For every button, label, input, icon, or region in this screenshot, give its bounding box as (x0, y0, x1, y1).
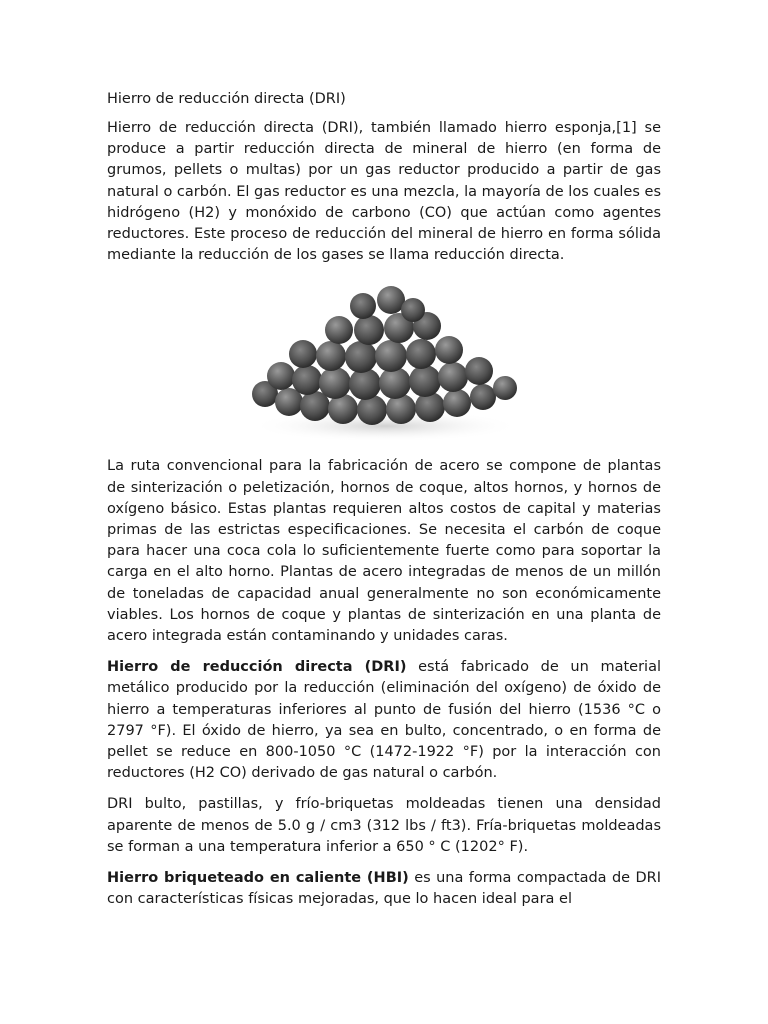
paragraph-intro (107, 118, 661, 266)
paragraph-dri-density-text: DRI bulto, pastillas, y frío-briquetas moldeadas tienen una densidad aparente de menos de 5.0 g / cm3 (312 lbs / ft3). Fría-briquetas moldeadas se forman a una temperatura inferior a 650 ° C (1202° F). (107, 796, 661, 855)
paragraph-dri-definition-bold: Hierro de reducción directa (DRI) (107, 659, 407, 676)
paragraph-hbi-bold: Hierro briqueteado en caliente (HBI) (107, 870, 409, 887)
dri-pellets-pile-graphic (245, 276, 525, 444)
paragraph-intro-text: Hierro de reducción directa (DRI), también llamado hierro esponja,[1] se produce a partir reducción directa de mineral de hierro (en forma de grumos, pellets o multas) por un gas reductor producido a partir de gas natural o carbón. El gas reductor es una mezcla, la mayoría de los cuales es hidrógeno (H2) y monóxido de carbono (CO) que actúan como agentes reductores. Este proceso de reducción del mineral de hierro en forma sólida mediante la reducción de los gases se llama reducción directa. (107, 120, 661, 264)
document-page (107, 88, 661, 920)
dri-pellets-image (107, 276, 661, 444)
paragraph-dri-definition-text: está fabricado de un material metálico producido por la reducción (eliminación del oxígeno) de óxido de hierro a temperaturas inferiores al punto de fusión del hierro (1536 °C o 2797 °F). El óxido de hierro, ya sea en bulto, concentrado, o en forma de pellet se reduce en 800-1050 °C (1472-1922 °F) por la interacción con reductores (H2 CO) derivado de gas natural o carbón. (107, 659, 661, 782)
paragraph-dri-definition (107, 657, 661, 784)
paragraph-conventional-route-text: La ruta convencional para la fabricación de acero se compone de plantas de sinterización o peletización, hornos de coque, altos hornos, y hornos de oxígeno básico. Estas plantas requieren altos costos de capital y materias primas de las estrictas especificaciones. Se necesita el carbón de coque para hacer una coca cola lo suficientemente fuerte como para soportar la carga en el alto horno. Plantas de acero integradas de menos de un millón de toneladas de capacidad anual generalmente no son económicamente viables. Los hornos de coque y plantas de sinterización en una planta de acero integrada están contaminando y unidades caras. (107, 458, 661, 645)
paragraph-dri-density (107, 794, 661, 858)
paragraph-hbi (107, 868, 661, 910)
paragraph-hbi-text: es una forma compactada de DRI con características físicas mejoradas, que lo hacen ideal para el (107, 870, 662, 908)
paragraph-conventional-route (107, 456, 661, 647)
document-heading: Hierro de reducción directa (DRI) (107, 91, 346, 107)
